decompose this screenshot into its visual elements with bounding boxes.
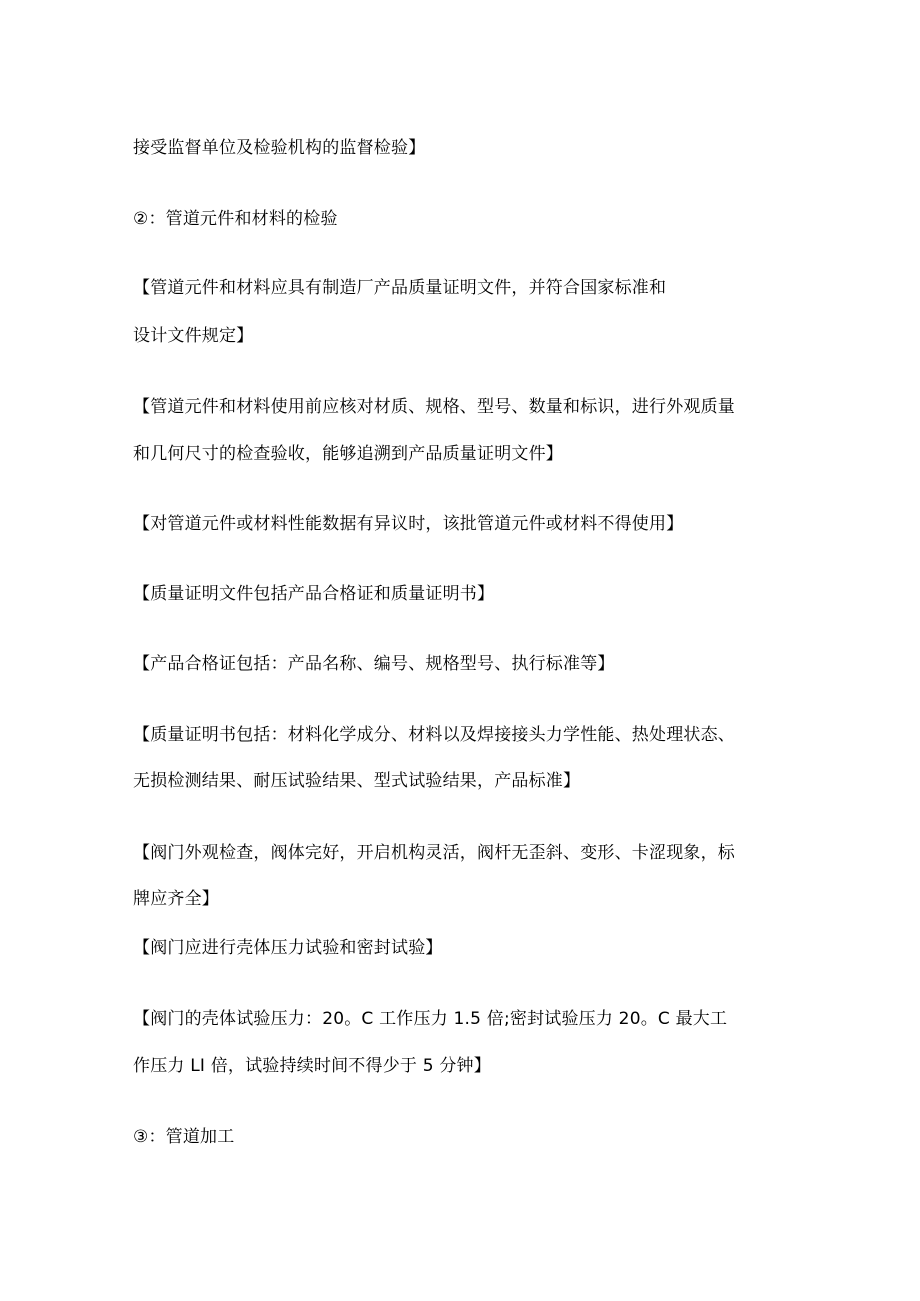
text-line-6: 和几何尺寸的检查验收，能够追溯到产品质量证明文件】: [133, 444, 563, 464]
text-line-5: 【管道元件和材料使用前应核对材质、规格、型号、数量和标识，进行外观质量: [133, 397, 735, 417]
text-line-10: 【质量证明书包括：材料化学成分、材料以及焊接接头力学性能、热处理状态、: [133, 725, 735, 745]
text-line-3: 【管道元件和材料应具有制造厂产品质量证明文件，并符合国家标准和: [133, 278, 667, 298]
text-line-11: 无损检测结果、耐压试验结果、型式试验结果，产品标准】: [133, 771, 581, 791]
section-heading-3: ③：管道加工: [133, 1127, 235, 1147]
section-heading-2: ②：管道元件和材料的检验: [133, 209, 338, 229]
text-line-1: 接受监督单位及检验机构的监督检验】: [133, 138, 426, 158]
text-line-8: 【质量证明文件包括产品合格证和质量证明书】: [133, 584, 495, 604]
text-line-12: 【阀门外观检查，阀体完好，开启机构灵活，阀杆无歪斜、变形、卡涩现象，标: [133, 843, 735, 863]
text-line-7: 【对管道元件或材料性能数据有异议时，该批管道元件或材料不得使用】: [133, 514, 684, 534]
text-line-15: 【阀门的壳体试验压力：20。C 工作压力 1.5 倍;密封试验压力 20。C 最大工: [133, 1009, 728, 1029]
text-line-9: 【产品合格证包括：产品名称、编号、规格型号、执行标准等】: [133, 654, 615, 674]
text-line-14: 【阀门应进行壳体压力试验和密封试验】: [133, 938, 443, 958]
text-line-16: 作压力 LI 倍，试验持续时间不得少于 5 分钟】: [133, 1056, 491, 1076]
text-line-4: 设计文件规定】: [133, 326, 254, 346]
text-line-13: 牌应齐全】: [133, 889, 219, 909]
